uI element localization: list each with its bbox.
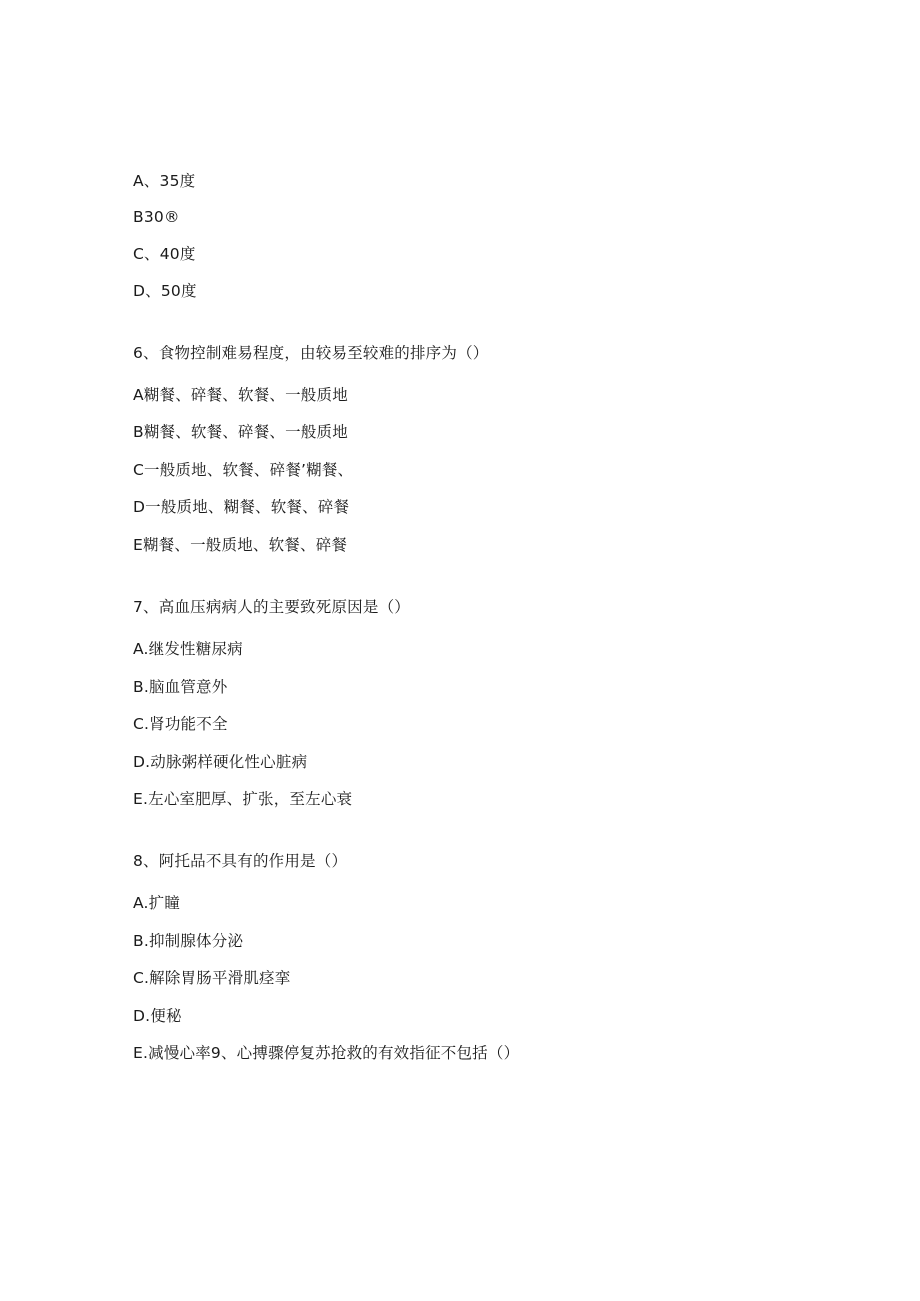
q7-option-d: D.动脉粥样硬化性心脏病 xyxy=(133,753,308,771)
q5-option-d: D、50度 xyxy=(133,282,197,300)
q8-option-c: C.解除胃肠平滑肌痉挛 xyxy=(133,969,291,987)
q6-option-c: C一般质地、软餐、碎餐’糊餐、 xyxy=(133,461,354,479)
q6-option-a: A糊餐、碎餐、软餐、一般质地 xyxy=(133,386,348,404)
q8-question: 8、阿托品不具有的作用是（） xyxy=(133,852,348,870)
q6-option-d: D一般质地、糊餐、软餐、碎餐 xyxy=(133,498,350,516)
q6-option-b: B糊餐、软餐、碎餐、一般质地 xyxy=(133,423,348,441)
q7-option-b: B.脑血管意外 xyxy=(133,678,228,696)
q8-option-d: D.便秘 xyxy=(133,1007,182,1025)
q5-option-c: C、40度 xyxy=(133,245,196,263)
q6-question: 6、食物控制难易程度，由较易至较难的排序为（） xyxy=(133,344,489,362)
q5-option-a: A、35度 xyxy=(133,172,196,190)
q7-option-c: C.肾功能不全 xyxy=(133,715,228,733)
q8-option-b: B.抑制腺体分泌 xyxy=(133,932,244,950)
q8-option-a: A.扩瞳 xyxy=(133,894,181,912)
q7-option-e: E.左心室肥厚、扩张，至左心衰 xyxy=(133,790,353,808)
q6-option-e: E糊餐、一般质地、软餐、碎餐 xyxy=(133,536,348,554)
q5-option-b: B30® xyxy=(133,208,180,226)
q8-option-e: E.减慢心率9、心搏骤停复苏抢救的有效指征不包括（） xyxy=(133,1044,520,1062)
q7-question: 7、高血压病病人的主要致死原因是（） xyxy=(133,598,410,616)
q7-option-a: A.继发性糖尿病 xyxy=(133,640,243,658)
